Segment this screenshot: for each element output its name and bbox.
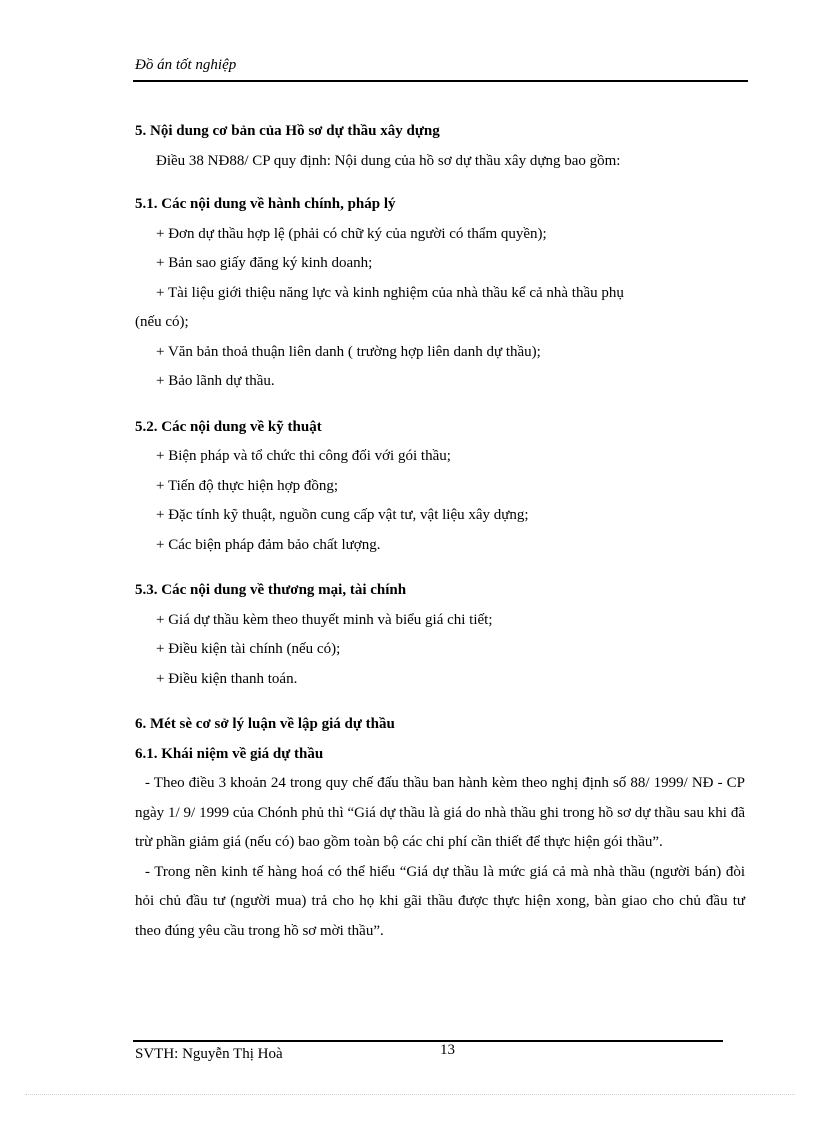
list-item: + Bảo lãnh dự thầu. [156, 373, 275, 389]
page-edge [25, 1094, 795, 1095]
spacer [135, 397, 745, 413]
list-item: + Điều kiện thanh toán. [156, 670, 298, 687]
section-6-1-heading: 6.1. Khái niệm về giá dự thầu [135, 745, 324, 762]
list-item: + Tiến độ thực hiện hợp đồng; [156, 477, 339, 494]
spacer [135, 560, 745, 576]
list-item: + Văn bản thoả thuận liên danh ( trường hợp liên danh dự thầu); [156, 343, 541, 360]
spacer [135, 694, 745, 710]
section-5-intro: Điều 38 NĐ88/ CP quy định: Nội dung của hồ sơ dự thầu xây dựng bao gồm: [156, 152, 621, 169]
section-5-2-heading: 5.2. Các nội dung về kỹ thuật [135, 418, 322, 435]
section-5-3-heading: 5.3. Các nội dung về thương mại, tài chính [135, 582, 407, 598]
list-item: + Đơn dự thầu hợp lệ (phải có chữ ký của người có thẩm quyền); [156, 225, 547, 242]
footer-divider [133, 1040, 723, 1042]
list-item: + Biện pháp và tổ chức thi công đối với gói thầu; [156, 448, 451, 464]
list-item: + Bản sao giấy đăng ký kinh doanh; [156, 255, 373, 271]
page-header-title: Đồ án tốt nghiệp [135, 57, 237, 73]
section-5-1-heading: 5.1. Các nội dung về hành chính, pháp lý [135, 196, 396, 212]
list-item: + Các biện pháp đảm bảo chất lượng. [156, 536, 381, 553]
spacer [135, 176, 745, 190]
list-item: + Giá dự thầu kèm theo thuyết minh và biểu giá chi tiết; [156, 611, 493, 628]
section-6-heading: 6. Mét sè cơ sở lý luận về lập giá dự thầu [135, 716, 395, 732]
paragraph: - Theo điều 3 khoản 24 trong quy chế đấu thầu ban hành kèm theo nghị định số 88/ 1999/ NĐ - CP ngày 1/ 9/ 1999 của Chónh phủ thì “Giá dự thầu là giá do nhà thầu ghi trong hồ sơ dự thầu sau khi đã trừ phần giảm giá (nếu có) bao gồm toàn bộ các chi phí cần thiết để thực hiện gói thầu”. [135, 775, 745, 850]
paragraph: - Trong nền kinh tế hàng hoá có thể hiểu “Giá dự thầu là mức giá cả mà nhà thầu (người bán) đòi hỏi chủ đầu tư (người mua) trả cho họ khi gãi thầu được thực hiện xong, bàn giao cho chủ đầu tư theo đúng yêu cầu trong hồ sơ mời thầu”. [135, 863, 745, 939]
list-item: + Tài liệu giới thiệu năng lực và kinh nghiệm của nhà thầu kể cả nhà thầu phụ [156, 284, 624, 301]
list-item: + Đặc tính kỹ thuật, nguồn cung cấp vật tư, vật liệu xây dựng; [156, 507, 529, 523]
header-divider [133, 80, 748, 82]
footer-author: SVTH: Nguyễn Thị Hoà [135, 1046, 283, 1062]
section-5-heading: 5. Nội dung cơ bản của Hồ sơ dự thầu xây dựng [135, 123, 440, 139]
page-number: 13 [440, 1042, 455, 1058]
list-item: + Điều kiện tài chính (nếu có); [156, 641, 341, 657]
document-body [135, 117, 745, 946]
list-item-continuation: (nếu có); [135, 314, 189, 330]
